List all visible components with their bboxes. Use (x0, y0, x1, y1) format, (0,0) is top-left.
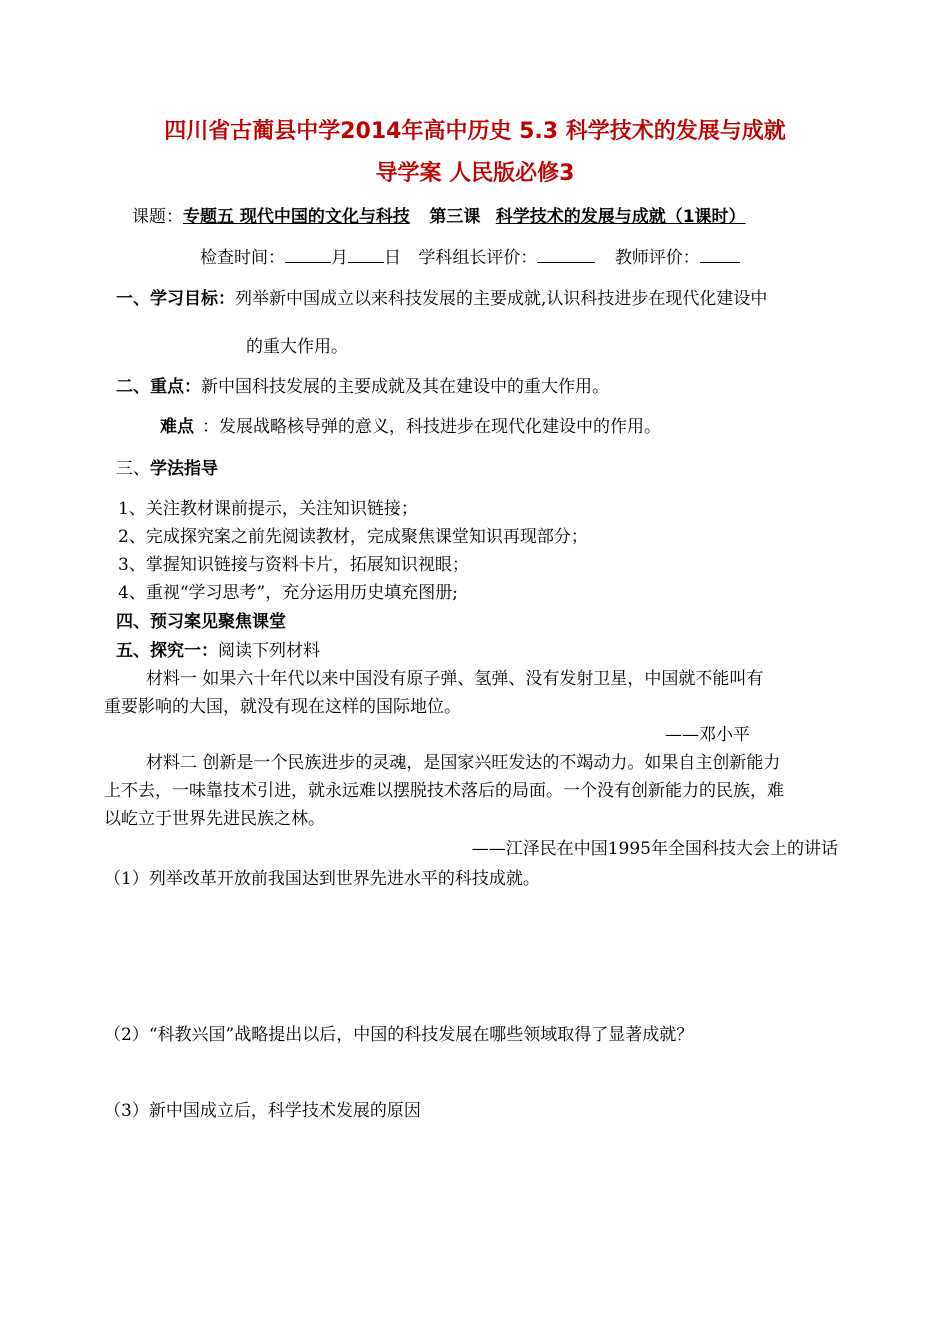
method-item: 3、掌握知识链接与资料卡片，拓展知识视眼； (118, 555, 469, 575)
material-2-line-3: 以屹立于世界先进民族之林。 (104, 809, 325, 829)
course-topic: 专题五 现代中国的文化与科技 (183, 207, 410, 227)
material-1-line-1: 材料一 如果六十年代以来中国没有原子弹、氢弹、没有发射卫星，中国就不能叫有 (146, 669, 764, 689)
teacher-eval-blank[interactable] (700, 246, 740, 263)
day-blank[interactable] (348, 246, 384, 263)
document-title-line-1: 四川省古蔺县中学2014年高中历史 5.3 科学技术的发展与成就 (164, 119, 786, 144)
goal-heading: 一、学习目标： (116, 289, 235, 309)
day-label: 日 (384, 248, 401, 268)
key-text: 新中国科技发展的主要成就及其在建设中的重大作用。 (201, 377, 609, 397)
question-1: （1）列举改革开放前我国达到世界先进水平的科技成就。 (104, 869, 540, 889)
key-heading: 二、重点： (116, 377, 201, 397)
difficult-text: ：发展战略核导弹的意义，科技进步在现代化建设中的作用。 (202, 417, 661, 437)
material-1-line-2: 重要影响的大国，就没有现在这样的国际地位。 (104, 697, 461, 717)
goal-text-1: 列举新中国成立以来科技发展的主要成就,认识科技进步在现代化建设中 (235, 289, 768, 309)
document-title-line-2: 导学案 人民版必修3 (375, 161, 575, 186)
course-lesson: 第三课 (429, 207, 481, 227)
method-heading-line (116, 458, 218, 480)
question-3: （3）新中国成立后，科学技术发展的原因 (104, 1101, 421, 1121)
method-item: 2、完成探究案之前先阅读教材，完成聚焦课堂知识再现部分； (118, 527, 588, 547)
explore-heading: 五、探究一： (116, 641, 218, 661)
preview-heading: 四、预习案见聚焦课堂 (116, 612, 286, 632)
explore-line (116, 640, 320, 662)
course-lesson-title: 科学技术的发展与成就（1课时） (495, 207, 746, 227)
month-blank[interactable] (285, 246, 331, 263)
leader-eval-label: 学科组长评价： (418, 248, 538, 268)
method-heading: 学法指导 (150, 459, 218, 479)
question-2: （2）“科教兴国”战略提出以后，中国的科技发展在哪些领域取得了显著成就？ (104, 1025, 694, 1045)
key-line (116, 376, 609, 398)
teacher-eval-label: 教师评价： (614, 248, 700, 268)
check-line (200, 246, 740, 269)
explore-text: 阅读下列材料 (218, 641, 320, 661)
method-item: 1、关注教材课前提示，关注知识链接； (118, 499, 418, 519)
difficult-heading: 难点 (160, 417, 194, 437)
goal-line (116, 288, 767, 310)
material-2-source: ——江泽民在中国1995年全国科技大会上的讲话 (471, 839, 838, 859)
material-1-source: ——邓小平 (665, 725, 750, 745)
course-line (132, 206, 746, 228)
method-heading-prefix: 三、 (116, 459, 150, 479)
course-label: 课题： (132, 207, 183, 227)
method-item: 4、重视“学习思考”，充分运用历史填充图册; (118, 583, 458, 603)
goal-text-2: 的重大作用。 (246, 337, 348, 357)
material-2-line-1: 材料二 创新是一个民族进步的灵魂，是国家兴旺发达的不竭动力。如果自主创新能力 (146, 753, 781, 773)
material-2-line-2: 上不去，一味靠技术引进，就永远难以摆脱技术落后的局面。一个没有创新能力的民族，难 (104, 781, 784, 801)
check-time-label: 检查时间： (200, 248, 285, 268)
month-label: 月 (331, 248, 348, 268)
difficult-line (160, 416, 661, 438)
leader-eval-blank[interactable] (537, 246, 595, 263)
